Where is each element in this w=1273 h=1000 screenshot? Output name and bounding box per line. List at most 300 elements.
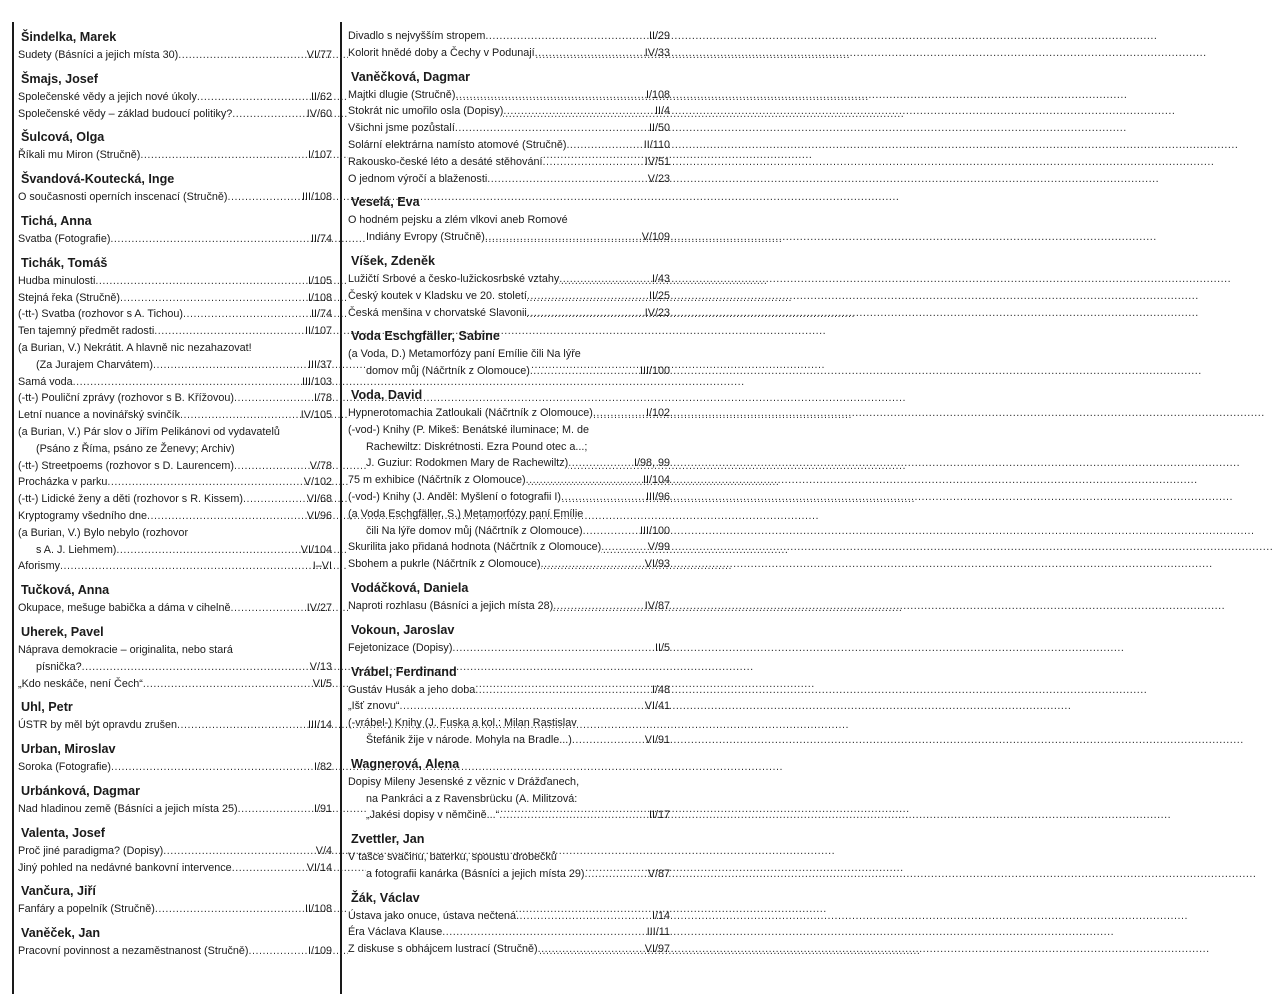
author-entry <box>18 740 332 776</box>
article-title: písnička? <box>36 659 82 676</box>
issue-page-number: II/29 <box>648 30 670 42</box>
author-entry <box>18 782 332 818</box>
issue-page-number: III/14 <box>307 719 332 732</box>
author-entry <box>348 579 670 615</box>
article-title-line: (-vrábel-) Knihy (J. Fuska a kol.: Milan Rastislav <box>348 717 577 730</box>
article-title: čili Na lýře domov můj (Náčrtník z Olomouce) <box>366 523 583 540</box>
issue-page-number: I/82 <box>313 761 332 774</box>
article-reference <box>18 89 332 106</box>
dot-leader <box>73 374 300 391</box>
article-reference <box>348 137 670 154</box>
article-title: s A. J. Liehmem) <box>36 542 116 559</box>
article-title: Indiány Evropy (Stručně) <box>366 229 485 246</box>
dot-leader <box>566 137 641 154</box>
issue-page-number: IV/51 <box>644 155 670 168</box>
article-title: „Jakési dopisy v němčině...“ <box>366 807 499 824</box>
article-title: Divadlo s nejvyšším stropem <box>348 28 485 45</box>
article-title: Štefánik žije v národe. Mohyla na Bradle...) <box>366 732 572 749</box>
index-column-left <box>18 28 332 966</box>
article-reference <box>18 407 332 424</box>
author-entry <box>348 663 670 749</box>
issue-page-number: I/78 <box>313 392 332 405</box>
issue-page-number: II/107 <box>304 325 332 338</box>
article-title-line: na Pankráci a z Ravensbrücku (A. Militzová: <box>366 792 578 805</box>
dot-leader <box>238 801 312 818</box>
article-reference <box>18 642 332 676</box>
article-reference <box>348 45 670 62</box>
article-reference <box>18 676 332 693</box>
issue-page-number: II/74 <box>310 232 332 245</box>
article-reference <box>18 860 332 877</box>
article-title: Nad hladinou země (Básníci a jejich místa 25) <box>18 801 238 818</box>
article-title: (-vod-) Knihy (J. Anděl: Myšlení o fotografii I) <box>348 489 561 506</box>
dot-leader <box>601 539 646 556</box>
issue-page-number: V/4 <box>315 844 332 857</box>
article-title-line: (a Burian, V.) Nekrátit. A hlavně nic nezahazovat! <box>18 341 252 354</box>
dot-leader <box>183 306 309 323</box>
author-entry <box>18 924 332 960</box>
article-title: Skurilita jako přidaná hodnota (Náčrtník z Olomouce) <box>348 539 601 556</box>
article-title: Ten tajemný předmět radosti <box>18 323 154 340</box>
issue-page-number: VI/93 <box>644 558 670 571</box>
issue-page-number: V/109 <box>641 231 670 244</box>
author-name: Tichák, Tomáš <box>21 255 108 270</box>
dot-leader <box>234 458 308 475</box>
article-title: Fanfáry a popelník (Stručně) <box>18 901 155 918</box>
article-reference <box>348 774 670 824</box>
article-title: domov můj (Náčrtník z Olomouce) <box>366 363 530 380</box>
article-reference <box>348 715 670 749</box>
issue-page-number: V/13 <box>309 660 332 673</box>
dot-leader <box>177 717 306 734</box>
article-reference <box>18 458 332 475</box>
issue-page-number: I–VI <box>312 560 332 573</box>
dot-leader <box>140 147 306 164</box>
article-title: Jiný pohled na nedávné bankovní intervence <box>18 860 232 877</box>
issue-page-number: III/11 <box>646 926 670 939</box>
article-reference <box>18 843 332 860</box>
dot-leader <box>180 407 299 424</box>
issue-page-number: IV/23 <box>644 306 670 319</box>
article-title: Solární elektrárna namísto atomové (Stručně) <box>348 137 566 154</box>
article-title-line: (a Burian, V.) Pár slov o Jiřím Pelikánovi od vydavatelů <box>18 425 280 438</box>
author-name: Vančura, Jiří <box>21 884 96 899</box>
article-title: „Išť znovu“ <box>348 698 399 715</box>
dot-leader <box>542 154 642 171</box>
dot-leader <box>232 860 305 877</box>
article-reference <box>18 374 332 391</box>
article-reference <box>18 290 332 307</box>
author-entry <box>348 28 670 62</box>
author-name: Tichá, Anna <box>21 213 92 228</box>
issue-page-number: VI/104 <box>300 543 332 556</box>
article-reference <box>348 346 670 380</box>
article-reference <box>18 525 332 559</box>
article-title: a fotografii kanárka (Básníci a jejich místa 29) <box>366 866 584 883</box>
author-name: Uhl, Petr <box>21 700 73 715</box>
author-entry <box>18 581 332 617</box>
issue-page-number: II/4 <box>654 105 670 118</box>
article-title: (-tt-) Pouliční zprávy (rozhovor s B. Křížovou) <box>18 390 234 407</box>
article-reference <box>348 422 670 472</box>
article-title: (Psáno z Říma, psáno ze Ženevy; Archiv) <box>36 441 235 458</box>
article-reference <box>18 508 332 525</box>
author-name: Valenta, Josef <box>21 825 105 840</box>
dot-leader <box>455 120 647 137</box>
article-reference <box>348 288 670 305</box>
dot-leader <box>163 843 314 860</box>
author-entry <box>18 623 332 692</box>
article-title-line: (a Voda Eschgfäller, S.) Metamorfózy paní Emílie <box>348 507 584 520</box>
article-reference <box>348 154 670 171</box>
article-title: Gustáv Husák a jeho doba <box>348 682 475 699</box>
article-title: Sbohem a pukrle (Náčrtník z Olomouce) <box>348 556 541 573</box>
article-title: ÚSTR by měl být opravdu zrušen <box>18 717 177 734</box>
author-name: Urbánková, Dagmar <box>21 783 140 798</box>
article-reference <box>348 405 670 422</box>
article-title: (-tt-) Lidické ženy a děti (rozhovor s R. Kissem) <box>18 491 243 508</box>
article-title-line: Dopisy Mileny Jesenské z věznic v Drážďanech, <box>348 775 580 788</box>
dot-leader <box>227 189 300 206</box>
dot-leader <box>232 106 305 123</box>
issue-page-number: III/103 <box>301 375 332 388</box>
article-reference <box>348 506 670 540</box>
dot-leader <box>110 231 309 248</box>
article-title: Společenské vědy – základ budoucí politiky? <box>18 106 232 123</box>
article-title: Česká menšina v chorvatské Slavonii <box>348 305 527 322</box>
issue-page-number: V/102 <box>303 476 332 489</box>
issue-page-number: III/96 <box>645 490 670 503</box>
article-title: Rakousko-české léto a desáté stěhování <box>348 154 542 171</box>
article-reference <box>18 801 332 818</box>
dot-leader <box>487 171 646 188</box>
issue-page-number: I/48 <box>651 683 670 696</box>
article-title: Okupace, mešuge babička a dáma v cihelně <box>18 600 230 617</box>
author-name: Víšek, Zdeněk <box>351 253 435 268</box>
issue-page-number: II/74 <box>310 308 332 321</box>
article-title: Naproti rozhlasu (Básníci a jejich místa 28) <box>348 598 553 615</box>
author-name: Žák, Václav <box>351 890 420 905</box>
issue-page-number: VI/96 <box>306 509 332 522</box>
left-border-rule <box>12 22 14 994</box>
article-title: Z diskuse s obhájcem lustrací (Stručně) <box>348 941 538 958</box>
author-name: Urban, Miroslav <box>21 742 116 757</box>
article-title-line: O hodném pejsku a zlém vlkovi aneb Romové <box>348 214 568 227</box>
dot-leader <box>526 472 641 489</box>
article-reference <box>348 120 670 137</box>
dot-leader <box>154 323 303 340</box>
author-name: Voda, David <box>351 387 423 402</box>
dot-leader <box>485 229 640 246</box>
article-title: (-tt-) Streetpoems (rozhovor s D. Laurencem) <box>18 458 234 475</box>
article-title: Proč jiné paradigma? (Dopisy) <box>18 843 163 860</box>
issue-page-number: VI/91 <box>644 733 670 746</box>
article-title: Majtki dlugie (Stručně) <box>348 87 455 104</box>
article-title: Svatba (Fotografie) <box>18 231 110 248</box>
issue-page-number: VI/97 <box>644 943 670 956</box>
issue-page-number: V/87 <box>647 867 670 880</box>
article-reference <box>348 212 670 246</box>
issue-page-number: II/104 <box>642 474 670 487</box>
dot-leader <box>593 405 644 422</box>
dot-leader <box>116 542 298 559</box>
issue-page-number: I/108 <box>645 88 670 101</box>
issue-page-number: I/14 <box>651 909 670 922</box>
issue-page-number: VI/14 <box>306 861 332 874</box>
article-title: 75 m exhibice (Náčrtník z Olomouce) <box>348 472 526 489</box>
author-name: Voda Eschgfäller, Sabine <box>351 329 500 344</box>
issue-page-number: IV/105 <box>300 409 332 422</box>
issue-page-number: II/5 <box>654 641 670 654</box>
author-entry <box>348 621 670 657</box>
article-title-line: (-vod-) Knihy (P. Mikeš: Benátské iluminace; M. de <box>348 423 590 436</box>
author-entry <box>348 252 670 321</box>
article-reference <box>18 340 332 374</box>
dot-leader <box>243 491 305 508</box>
issue-page-number: VI/41 <box>644 700 670 713</box>
article-reference <box>348 556 670 573</box>
article-title: Lužičtí Srbové a česko-lužickosrbské vztahy <box>348 271 559 288</box>
dot-leader <box>155 901 303 918</box>
article-title: Procházka v parku <box>18 474 107 491</box>
dot-leader <box>572 732 643 749</box>
article-reference <box>348 539 670 556</box>
article-reference <box>18 558 332 575</box>
article-title: Letní nuance a novinářský svinčík <box>18 407 180 424</box>
article-reference <box>348 271 670 288</box>
article-reference <box>18 231 332 248</box>
author-name: Zvettler, Jan <box>351 832 425 847</box>
author-entry <box>18 28 332 64</box>
article-reference <box>18 106 332 123</box>
article-reference <box>18 147 332 164</box>
article-title: Český koutek v Kladsku ve 20. století <box>348 288 527 305</box>
author-name: Vaněček, Jan <box>21 926 101 941</box>
dot-leader <box>442 924 645 941</box>
issue-page-number: VI/77 <box>306 49 332 61</box>
article-title: Aforismy <box>18 558 60 575</box>
article-reference <box>348 87 670 104</box>
author-name: Šindelka, Marek <box>21 30 117 44</box>
dot-leader <box>399 698 642 715</box>
article-title-line: (a Voda, D.) Metamorfózy paní Emílie čili Na lýře <box>348 348 581 361</box>
author-name: Šulcová, Olga <box>21 130 105 145</box>
dot-leader <box>234 390 312 407</box>
author-name: Vokoun, Jaroslav <box>351 622 455 637</box>
article-title: (Za Jurajem Charvátem) <box>36 357 153 374</box>
author-entry <box>348 327 670 380</box>
article-reference <box>18 424 332 458</box>
issue-page-number: I/107 <box>307 149 332 162</box>
article-reference <box>18 189 332 206</box>
dot-leader <box>499 807 647 824</box>
article-reference <box>348 489 670 506</box>
author-entry <box>18 128 332 164</box>
article-title: Samá voda <box>18 374 73 391</box>
dot-leader <box>230 600 304 617</box>
article-title: Pracovní povinnost a nezaměstnanost (Stručně) <box>18 943 248 960</box>
dot-leader <box>197 89 309 106</box>
author-entry <box>348 193 670 246</box>
article-reference <box>348 698 670 715</box>
dot-leader <box>584 866 645 883</box>
dot-leader <box>583 523 638 540</box>
article-title: Ústava jako onuce, ústava nečtená <box>348 908 516 925</box>
article-reference <box>18 759 332 776</box>
issue-page-number: IV/87 <box>644 599 670 612</box>
article-reference <box>18 323 332 340</box>
author-name: Vrábel, Ferdinand <box>351 664 457 679</box>
issue-page-number: III/108 <box>301 191 332 204</box>
dot-leader <box>95 273 306 290</box>
article-title: Éra Václava Klause <box>348 924 442 941</box>
article-reference <box>348 103 670 120</box>
article-title: Hudba minulosti <box>18 273 95 290</box>
author-name: Uherek, Pavel <box>21 624 104 639</box>
author-entry <box>348 755 670 824</box>
article-title: Sudety (Básníci a jejich místa 30) <box>18 47 178 64</box>
article-reference <box>348 598 670 615</box>
article-reference <box>18 47 332 64</box>
author-name: Šmajs, Josef <box>21 71 99 86</box>
article-reference <box>18 943 332 960</box>
author-name: Vaněčková, Dagmar <box>351 69 471 84</box>
dot-leader <box>120 290 306 307</box>
article-title: O současnosti operních inscenací (Stručně) <box>18 189 227 206</box>
article-reference <box>348 682 670 699</box>
article-reference <box>348 849 670 883</box>
issue-page-number: III/100 <box>639 524 670 537</box>
article-title-line: V tašce svačinu, baterku, spoustu drobečků <box>348 851 557 864</box>
author-entry <box>348 68 670 188</box>
article-reference <box>18 717 332 734</box>
article-reference <box>18 306 332 323</box>
author-entry <box>18 824 332 877</box>
issue-page-number: II/50 <box>648 122 670 135</box>
dot-leader <box>82 659 308 676</box>
author-name: Tučková, Anna <box>21 583 110 598</box>
article-title: Stokrát nic umořilo osla (Dopisy) <box>348 103 503 120</box>
article-reference <box>348 640 670 657</box>
dot-leader <box>143 676 311 693</box>
author-name: Wagnerová, Alena <box>351 756 460 771</box>
article-title: „Kdo neskáče, není Čech“ <box>18 676 143 693</box>
issue-page-number: III/37 <box>307 358 332 371</box>
dot-leader <box>530 363 638 380</box>
article-title: Říkali mu Miron (Stručně) <box>18 147 140 164</box>
dot-leader <box>455 87 644 104</box>
dot-leader <box>503 103 653 120</box>
dot-leader <box>248 943 306 960</box>
article-title: Stejná řeka (Stručně) <box>18 290 120 307</box>
article-reference <box>18 901 332 918</box>
dot-leader <box>527 305 643 322</box>
issue-page-number: I/98, 99 <box>633 457 670 470</box>
article-reference <box>18 390 332 407</box>
issue-page-number: II/25 <box>648 289 670 302</box>
article-title-line: (a Burian, V.) Bylo nebylo (rozhovor <box>18 526 189 539</box>
article-title: Kryptogramy všedního dne <box>18 508 147 525</box>
dot-leader <box>559 271 650 288</box>
article-title-line: Rachewiltz: Diskrétnosti. Ezra Pound otec a...; <box>366 440 588 453</box>
dot-leader <box>178 47 305 64</box>
article-title: Všichni jsme pozůstalí <box>348 120 455 137</box>
issue-page-number: II/62 <box>310 90 332 103</box>
issue-page-number: II/108 <box>304 903 332 916</box>
author-entry <box>348 889 670 958</box>
dot-leader <box>535 45 643 62</box>
issue-page-number: VI/68 <box>306 493 332 506</box>
issue-page-number: I/43 <box>651 272 670 285</box>
article-title: Hypnerotomachia Zatloukali (Náčrtník z Olomouce) <box>348 405 593 422</box>
dot-leader <box>485 28 647 45</box>
article-reference <box>18 491 332 508</box>
dot-leader <box>60 558 311 575</box>
article-title: O jednom výročí a blaženosti <box>348 171 487 188</box>
issue-page-number: VI/5 <box>312 677 332 690</box>
issue-page-number: I/105 <box>307 274 332 287</box>
issue-page-number: I/108 <box>307 291 332 304</box>
issue-page-number: IV/60 <box>306 107 332 120</box>
author-entry <box>18 254 332 575</box>
article-reference <box>348 305 670 322</box>
article-title: Soroka (Fotografie) <box>18 759 111 776</box>
dot-leader <box>553 598 643 615</box>
dot-leader <box>147 508 305 525</box>
issue-page-number: II/110 <box>643 138 670 151</box>
article-reference <box>348 28 670 45</box>
dot-leader <box>153 357 306 374</box>
author-name: Veselá, Eva <box>351 195 420 210</box>
dot-leader <box>516 908 650 925</box>
dot-leader <box>475 682 650 699</box>
issue-page-number: V/99 <box>647 541 670 554</box>
article-reference <box>18 273 332 290</box>
article-reference <box>348 472 670 489</box>
dot-leader <box>527 288 647 305</box>
dot-leader <box>568 455 632 472</box>
dot-leader <box>541 556 643 573</box>
dot-leader <box>107 474 301 491</box>
article-title-line: Náprava demokracie – originalita, nebo stará <box>18 643 233 656</box>
author-entry <box>18 170 332 206</box>
author-entry <box>348 386 670 573</box>
issue-page-number: III/100 <box>639 365 670 378</box>
issue-page-number: I/109 <box>307 945 332 958</box>
issue-page-number: IV/27 <box>306 602 332 615</box>
dot-leader <box>452 640 653 657</box>
author-entry <box>18 882 332 918</box>
author-name: Švandová-Koutecká, Inge <box>21 172 175 187</box>
dot-leader <box>111 759 312 776</box>
article-reference <box>348 924 670 941</box>
issue-page-number: V/78 <box>309 459 332 472</box>
issue-page-number: I/91 <box>313 802 332 815</box>
article-reference <box>18 474 332 491</box>
author-entry <box>18 212 332 248</box>
article-reference <box>348 171 670 188</box>
author-name: Vodáčková, Daniela <box>351 580 469 595</box>
index-column-right <box>348 28 670 964</box>
dot-leader <box>561 489 644 506</box>
article-reference <box>348 941 670 958</box>
issue-page-number: II/17 <box>648 809 670 822</box>
author-entry <box>18 70 332 123</box>
article-reference <box>18 600 332 617</box>
article-title: (-tt-) Svatba (rozhovor s A. Tichou) <box>18 306 183 323</box>
issue-page-number: V/23 <box>647 172 670 185</box>
author-entry <box>348 830 670 883</box>
